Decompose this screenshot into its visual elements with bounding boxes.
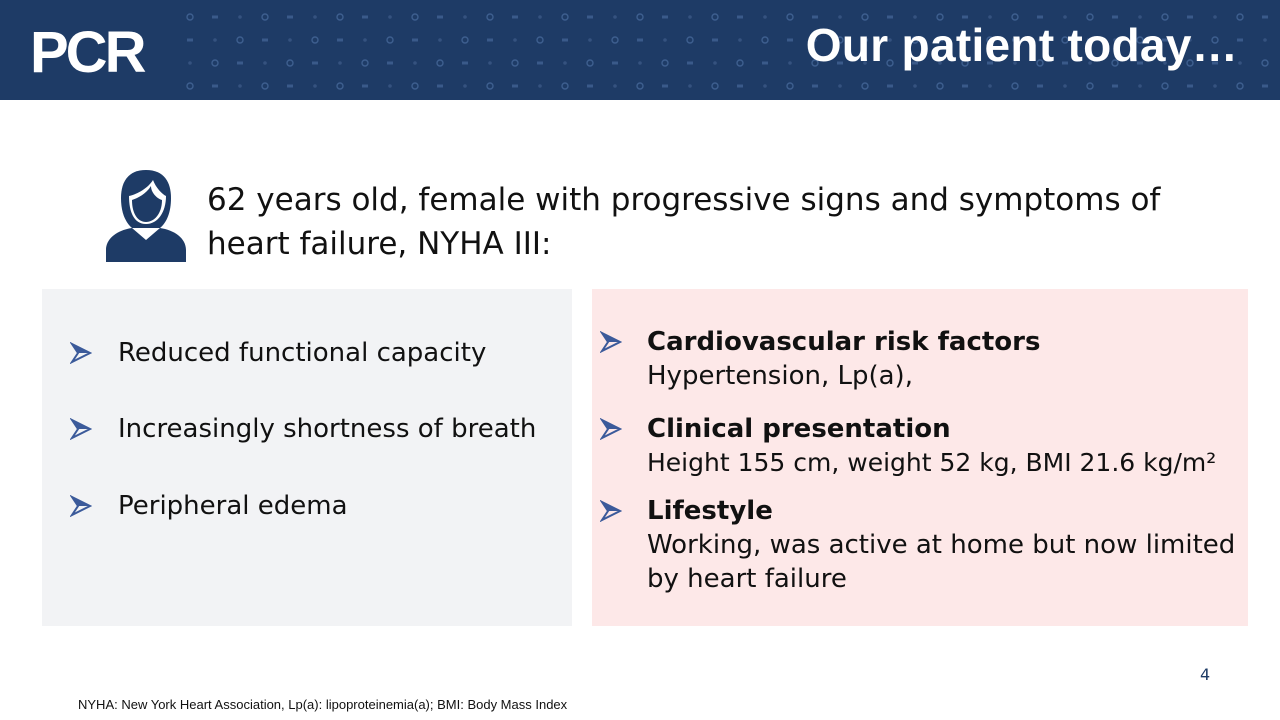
pattern-dot <box>1162 83 1168 89</box>
pattern-dot <box>312 62 318 65</box>
pattern-dot <box>337 39 343 42</box>
pattern-dot <box>512 16 518 19</box>
pattern-dot <box>563 61 567 65</box>
pattern-dot <box>587 85 593 88</box>
pattern-dot <box>512 85 518 88</box>
pattern-dot <box>212 16 218 19</box>
pattern-dot <box>688 84 692 88</box>
arrow-bullet-icon <box>600 500 622 522</box>
pattern-dot <box>762 62 768 65</box>
pattern-dot <box>187 83 193 89</box>
pattern-dot <box>637 83 643 89</box>
pcr-logo <box>30 22 150 80</box>
pattern-dot <box>538 15 542 19</box>
pattern-dot <box>412 14 418 20</box>
pattern-dot <box>588 38 592 42</box>
detail-text: Height 155 cm, weight 52 kg, BMI 21.6 kg/m² <box>647 448 1217 477</box>
pattern-dot <box>263 61 267 65</box>
pattern-dot <box>237 62 243 65</box>
pattern-dot <box>913 84 917 88</box>
pattern-dot <box>413 61 417 65</box>
pattern-dot <box>787 39 793 42</box>
pattern-dot <box>1237 83 1243 89</box>
pattern-dot <box>387 37 393 43</box>
pattern-dot <box>487 39 493 42</box>
pattern-dot <box>1112 85 1118 88</box>
pattern-dot <box>388 15 392 19</box>
detail-item <box>600 412 1216 480</box>
detail-title: Lifestyle <box>647 496 773 526</box>
pattern-dot <box>213 38 217 42</box>
pattern-dot <box>613 15 617 19</box>
pattern-dot <box>687 37 693 43</box>
pattern-dot <box>812 85 818 88</box>
pattern-dot <box>1213 84 1217 88</box>
pattern-dot <box>538 84 542 88</box>
pattern-dot <box>463 15 467 19</box>
pattern-dot <box>737 60 743 66</box>
pattern-dot <box>388 84 392 88</box>
pattern-dot <box>662 85 668 88</box>
pattern-dot <box>337 83 343 89</box>
pattern-dot <box>962 85 968 88</box>
patient-intro <box>207 178 1167 266</box>
pattern-dot <box>712 14 718 20</box>
pattern-dot <box>188 61 192 65</box>
pattern-dot <box>463 84 467 88</box>
pattern-dot <box>937 83 943 89</box>
pattern-dot <box>387 62 393 65</box>
pattern-dot <box>1262 16 1268 19</box>
arrow-bullet-icon <box>70 418 92 440</box>
pattern-dot <box>287 85 293 88</box>
pattern-dot <box>438 38 442 42</box>
pattern-dot <box>313 15 317 19</box>
pattern-dot <box>287 16 293 19</box>
pattern-dot <box>437 60 443 66</box>
pattern-dot <box>312 37 318 43</box>
pattern-dot <box>537 62 543 65</box>
pattern-dot <box>238 15 242 19</box>
pattern-dot <box>763 15 767 19</box>
arrow-bullet-icon <box>70 495 92 517</box>
pattern-dot <box>512 60 518 66</box>
pattern-dot <box>513 38 517 42</box>
detail-text: Working, was active at home but now limited <box>647 530 1236 560</box>
pattern-dot <box>462 62 468 65</box>
symptom-label: Peripheral edema <box>118 491 348 521</box>
pattern-dot <box>737 85 743 88</box>
pattern-dot <box>212 85 218 88</box>
pattern-dot <box>562 14 568 20</box>
pattern-dot <box>262 83 268 89</box>
arrow-bullet-icon <box>600 331 622 353</box>
pattern-dot <box>788 61 792 65</box>
pattern-dot <box>1262 85 1268 88</box>
pattern-dot <box>613 84 617 88</box>
detail-text: Hypertension, Lp(a), <box>647 361 913 391</box>
arrow-bullet-icon <box>600 418 622 440</box>
detail-item <box>600 325 1040 393</box>
footnote: NYHA: New York Heart Association, Lp(a): lipoproteinemia(a); BMI: Body Mass Index <box>78 697 568 712</box>
pattern-dot <box>187 14 193 20</box>
pattern-dot <box>638 61 642 65</box>
pattern-dot <box>338 61 342 65</box>
pattern-dot <box>887 85 893 88</box>
pattern-dot <box>712 83 718 89</box>
detail-title: Cardiovascular risk factors <box>647 327 1041 357</box>
pattern-dot <box>637 39 643 42</box>
pattern-dot <box>637 14 643 20</box>
pattern-dot <box>587 16 593 19</box>
female-user-icon <box>104 166 188 262</box>
pattern-dot <box>287 60 293 66</box>
intro-line-2: heart failure, NYHA III: <box>207 226 552 262</box>
symptom-label: Reduced functional capacity <box>118 338 487 368</box>
pattern-dot <box>663 38 667 42</box>
pattern-dot <box>337 14 343 20</box>
pattern-dot <box>738 38 742 42</box>
pattern-dot <box>1238 61 1242 65</box>
pattern-dot <box>537 37 543 43</box>
pattern-dot <box>362 60 368 66</box>
pattern-dot <box>562 83 568 89</box>
pattern-dot <box>1187 85 1193 88</box>
pattern-dot <box>838 84 842 88</box>
svg-text:PCR: PCR <box>30 22 144 80</box>
intro-line-1: 62 years old, female with progressive signs and symptoms of <box>207 182 1161 218</box>
pattern-dot <box>562 39 568 42</box>
slide-title: Our patient today… <box>805 19 1238 71</box>
pattern-dot <box>1262 60 1268 66</box>
pattern-dot <box>238 84 242 88</box>
pattern-dot <box>787 14 793 20</box>
pattern-dot <box>412 83 418 89</box>
pattern-dot <box>187 39 193 42</box>
pattern-dot <box>1138 84 1142 88</box>
pattern-dot <box>437 16 443 19</box>
pattern-dot <box>787 83 793 89</box>
pattern-dot <box>1012 83 1018 89</box>
pattern-dot <box>362 16 368 19</box>
symptom-item <box>70 336 486 370</box>
pattern-dot <box>262 39 268 42</box>
pattern-dot <box>262 14 268 20</box>
pattern-dot <box>688 15 692 19</box>
symptom-item <box>70 489 348 523</box>
pattern-dot <box>487 83 493 89</box>
pattern-dot <box>487 14 493 20</box>
pattern-dot <box>313 84 317 88</box>
pattern-dot <box>587 60 593 66</box>
pattern-dot <box>1263 38 1267 42</box>
pattern-dot <box>662 60 668 66</box>
pattern-dot <box>212 60 218 66</box>
pattern-dot <box>662 16 668 19</box>
pattern-dot <box>712 39 718 42</box>
pattern-dot <box>363 38 367 42</box>
detail-item <box>600 494 1235 596</box>
arrow-bullet-icon <box>70 342 92 364</box>
pattern-dot <box>762 37 768 43</box>
detail-title: Clinical presentation <box>647 414 951 444</box>
pattern-dot <box>612 37 618 43</box>
pattern-dot <box>862 83 868 89</box>
pattern-dot <box>462 37 468 43</box>
pattern-dot <box>763 84 767 88</box>
pattern-dot <box>437 85 443 88</box>
pattern-dot <box>612 62 618 65</box>
symptom-item <box>70 412 536 446</box>
pattern-dot <box>713 61 717 65</box>
pattern-dot <box>1037 85 1043 88</box>
pattern-dot <box>488 61 492 65</box>
detail-text: by heart failure <box>647 564 847 594</box>
slide-header <box>0 0 1280 100</box>
pattern-dot <box>288 38 292 42</box>
pattern-dot <box>362 85 368 88</box>
page-number: 4 <box>1200 665 1211 684</box>
pattern-dot <box>1063 84 1067 88</box>
pattern-dot <box>687 62 693 65</box>
pattern-dot <box>737 16 743 19</box>
pattern-dot <box>237 37 243 43</box>
pattern-dot <box>1087 83 1093 89</box>
pattern-dot <box>412 39 418 42</box>
pattern-dot <box>988 84 992 88</box>
symptom-label: Increasingly shortness of breath <box>118 414 537 444</box>
